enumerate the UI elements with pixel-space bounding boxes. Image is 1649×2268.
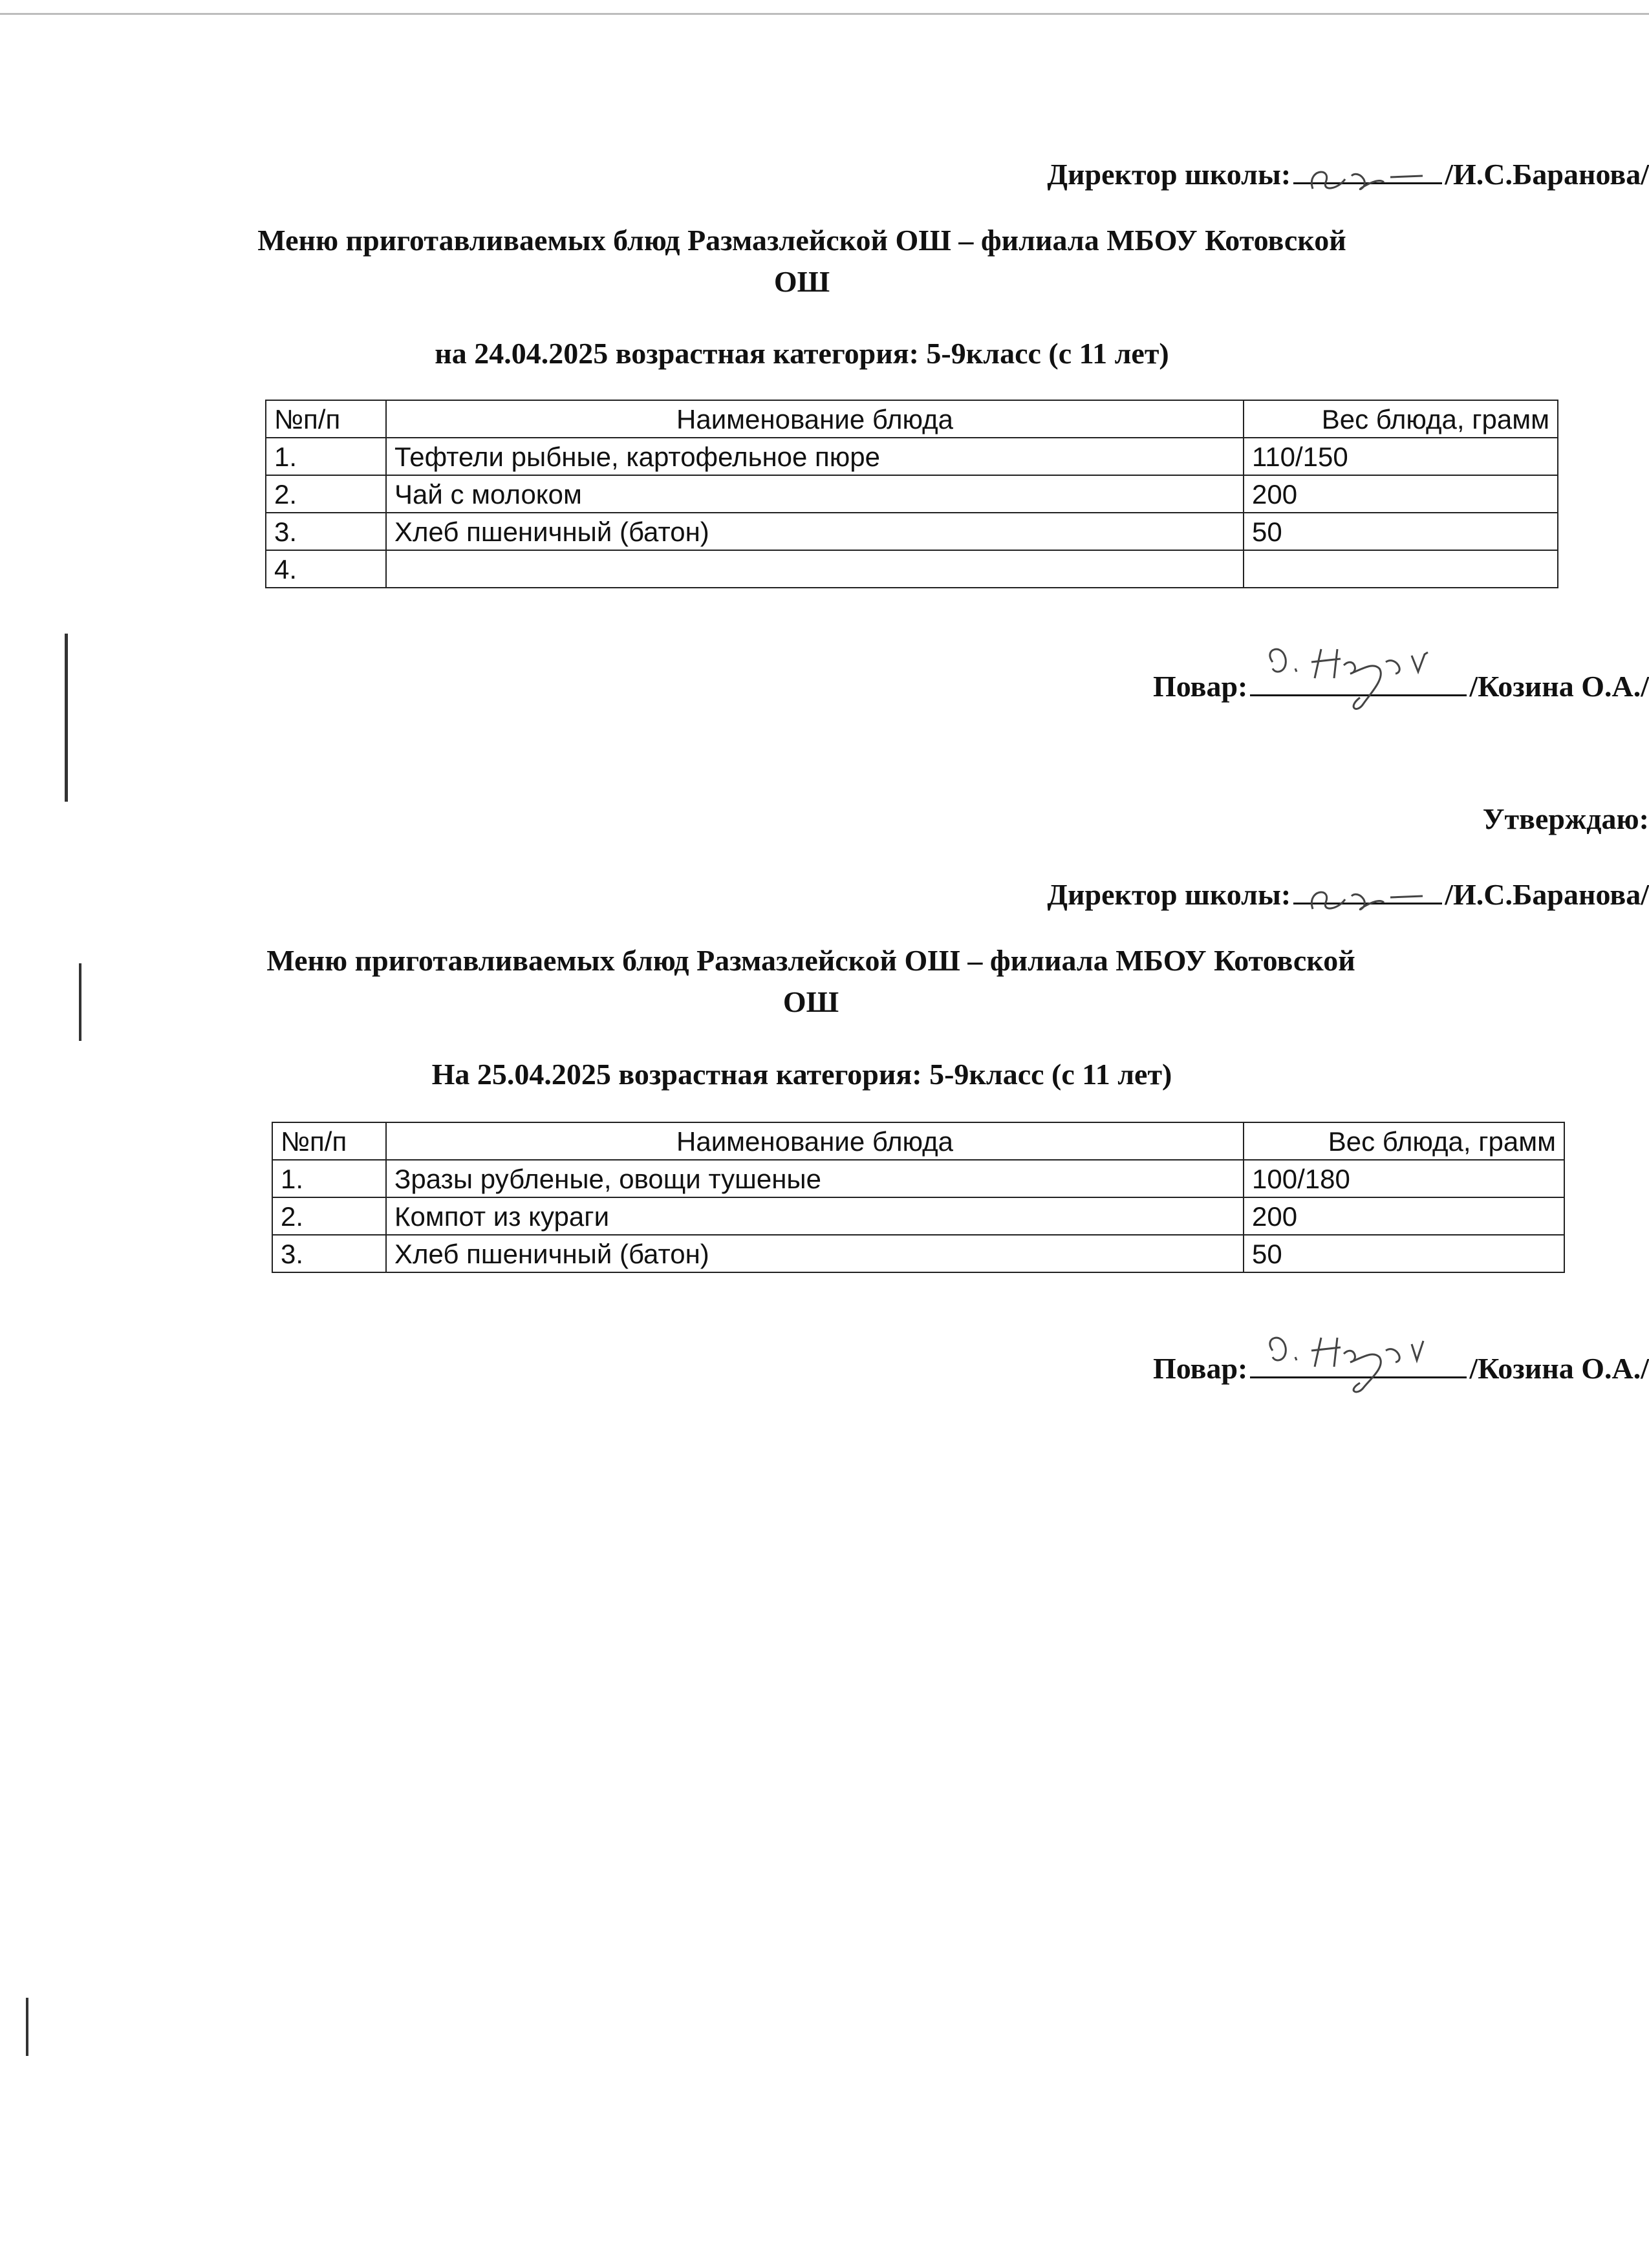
scan-mark [65,634,68,802]
row-weight: 100/180 [1244,1160,1564,1197]
row-number: 4. [266,550,386,588]
menu-title [246,220,1358,303]
table-row [272,1160,1564,1197]
table-row [266,550,1558,588]
row-weight: 50 [1244,1235,1564,1272]
director-name: /И.С.Баранова/ [1445,158,1649,191]
row-dish: Компот из кураги [386,1197,1244,1235]
row-number: 3. [266,513,386,550]
director-name: /И.С.Баранова/ [1445,878,1649,911]
scan-edge [0,13,1649,15]
col-header-dish: Наименование блюда [386,1122,1244,1160]
row-weight [1244,550,1558,588]
row-dish: Хлеб пшеничный (батон) [386,1235,1244,1272]
menu-date-line: на 24.04.2025 возрастная категория: 5-9класс (с 11 лет) [435,337,1169,370]
scan-mark [79,963,81,1041]
cook-signature [1250,1348,1467,1378]
table-row [272,1197,1564,1235]
cook-label: Повар: [1152,670,1248,703]
table-header-row [266,400,1558,438]
row-number: 1. [272,1160,386,1197]
menu-title-line1: Меню приготавливаемых блюд Размазлейской ОШ – филиала МБОУ Котовской [266,944,1355,977]
menu-title-line1: Меню приготавливаемых блюд Размазлейской ОШ – филиала МБОУ Котовской [257,224,1346,257]
menu-title-line2: ОШ [773,265,830,298]
table-row [266,475,1558,513]
menu-table [272,1122,1565,1273]
cook-signature-line [107,666,1649,703]
cook-name: /Козина О.А./ [1469,1352,1649,1385]
row-number: 2. [272,1197,386,1235]
row-dish: Тефтели рыбные, картофельное пюре [386,438,1244,475]
col-header-dish: Наименование блюда [386,400,1244,438]
table-header-row [272,1122,1564,1160]
row-number: 3. [272,1235,386,1272]
scan-mark [26,1998,28,2056]
cook-signature-line [107,1348,1649,1385]
col-header-weight: Вес блюда, грамм [1244,1122,1564,1160]
col-header-number: №п/п [266,400,386,438]
table-row [272,1235,1564,1272]
row-weight: 200 [1244,1197,1564,1235]
director-signature [1293,154,1442,184]
row-dish: Зразы рубленые, овощи тушеные [386,1160,1244,1197]
row-weight: 110/150 [1244,438,1558,475]
director-signature [1293,874,1442,904]
row-dish: Чай с молоком [386,475,1244,513]
director-label: Директор школы: [1047,878,1291,911]
director-signature-line [110,154,1649,191]
menu-title [248,940,1374,1023]
row-dish: Хлеб пшеничный (батон) [386,513,1244,550]
row-weight: 50 [1244,513,1558,550]
col-header-number: №п/п [272,1122,386,1160]
table-row [266,438,1558,475]
cook-label: Повар: [1152,1352,1248,1385]
cook-name: /Козина О.А./ [1469,670,1649,703]
approve-label: Утверждаю: [1482,802,1649,835]
col-header-weight: Вес блюда, грамм [1244,400,1558,438]
cook-signature [1250,666,1467,696]
director-signature-line [103,874,1649,912]
table-row [266,513,1558,550]
row-dish [386,550,1244,588]
menu-date-line: На 25.04.2025 возрастная категория: 5-9класс (с 11 лет) [431,1058,1172,1091]
row-weight: 200 [1244,475,1558,513]
menu-table [265,400,1558,588]
director-label: Директор школы: [1047,158,1291,191]
menu-title-line2: ОШ [782,985,839,1018]
row-number: 2. [266,475,386,513]
row-number: 1. [266,438,386,475]
